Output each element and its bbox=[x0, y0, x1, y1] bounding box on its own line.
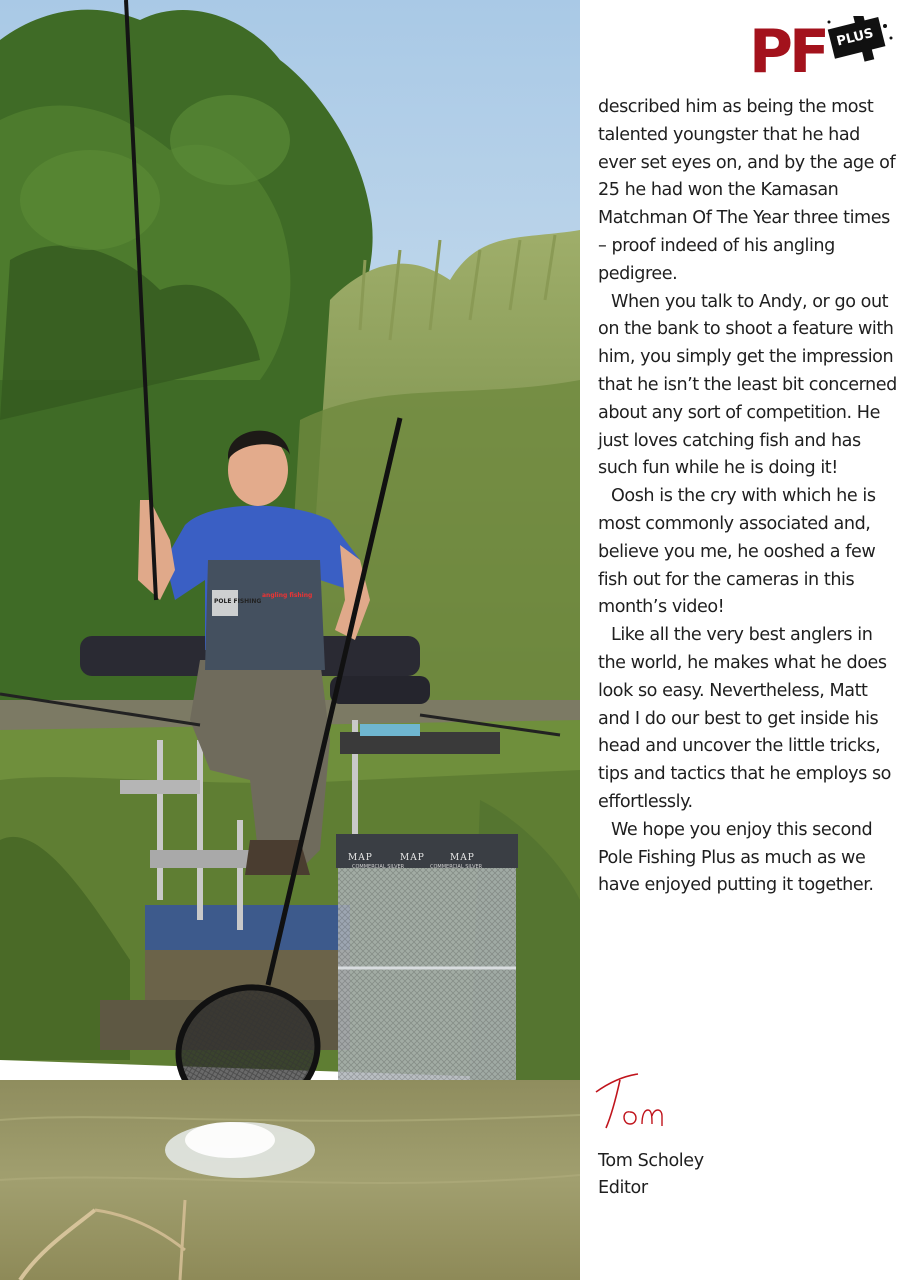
editor-name: Tom Scholey bbox=[598, 1151, 704, 1171]
svg-text:MAP: MAP bbox=[450, 853, 475, 863]
paragraph: described him as being the most talented youngster that he had ever set eyes on, and by the age of 25 he had won the Kamasan Matchman Of The Year three times – proof indeed of his angling pedigree. bbox=[598, 97, 896, 284]
svg-text:angling fishing: angling fishing bbox=[262, 592, 313, 599]
editorial-article bbox=[598, 94, 898, 900]
paragraph: Oosh is the cry with which he is most commonly associated and, believe you me, he ooshed a few fish out for the cameras in this month’s video! bbox=[598, 486, 876, 618]
svg-text:MAP: MAP bbox=[348, 853, 373, 863]
paragraph: Like all the very best anglers in the world, he makes what he does look so easy. Nevertheless, Matt and I do our best to get inside his head and uncover the little tricks, tips and tactics that he employs so effortlessly. bbox=[598, 625, 891, 812]
paragraph: When you talk to Andy, or go out on the bank to shoot a feature with him, you simply get the impression that he isn’t the least bit concerned about any sort of competition. He just loves catching fish and has such fun while he is doing it! bbox=[598, 291, 897, 479]
keepnet bbox=[336, 834, 518, 1083]
svg-text:COMMERCIAL SILVER: COMMERCIAL SILVER bbox=[430, 864, 483, 870]
paragraph: We hope you enjoy this second Pole Fishing Plus as much as we have enjoyed putting it together. bbox=[598, 819, 874, 896]
sign-off bbox=[598, 1148, 704, 1202]
svg-text:COMMERCIAL SILVER: COMMERCIAL SILVER bbox=[352, 864, 405, 870]
svg-text:PF: PF bbox=[749, 17, 826, 82]
text-column bbox=[580, 0, 905, 1280]
editor-signature bbox=[590, 1068, 670, 1138]
svg-text:MAP: MAP bbox=[400, 853, 425, 863]
editor-role: Editor bbox=[598, 1178, 648, 1198]
svg-text:PLUS: PLUS bbox=[835, 25, 876, 50]
svg-text:POLE FISHING: POLE FISHING bbox=[214, 598, 262, 605]
platform bbox=[145, 905, 350, 950]
magazine-logo bbox=[745, 16, 895, 82]
